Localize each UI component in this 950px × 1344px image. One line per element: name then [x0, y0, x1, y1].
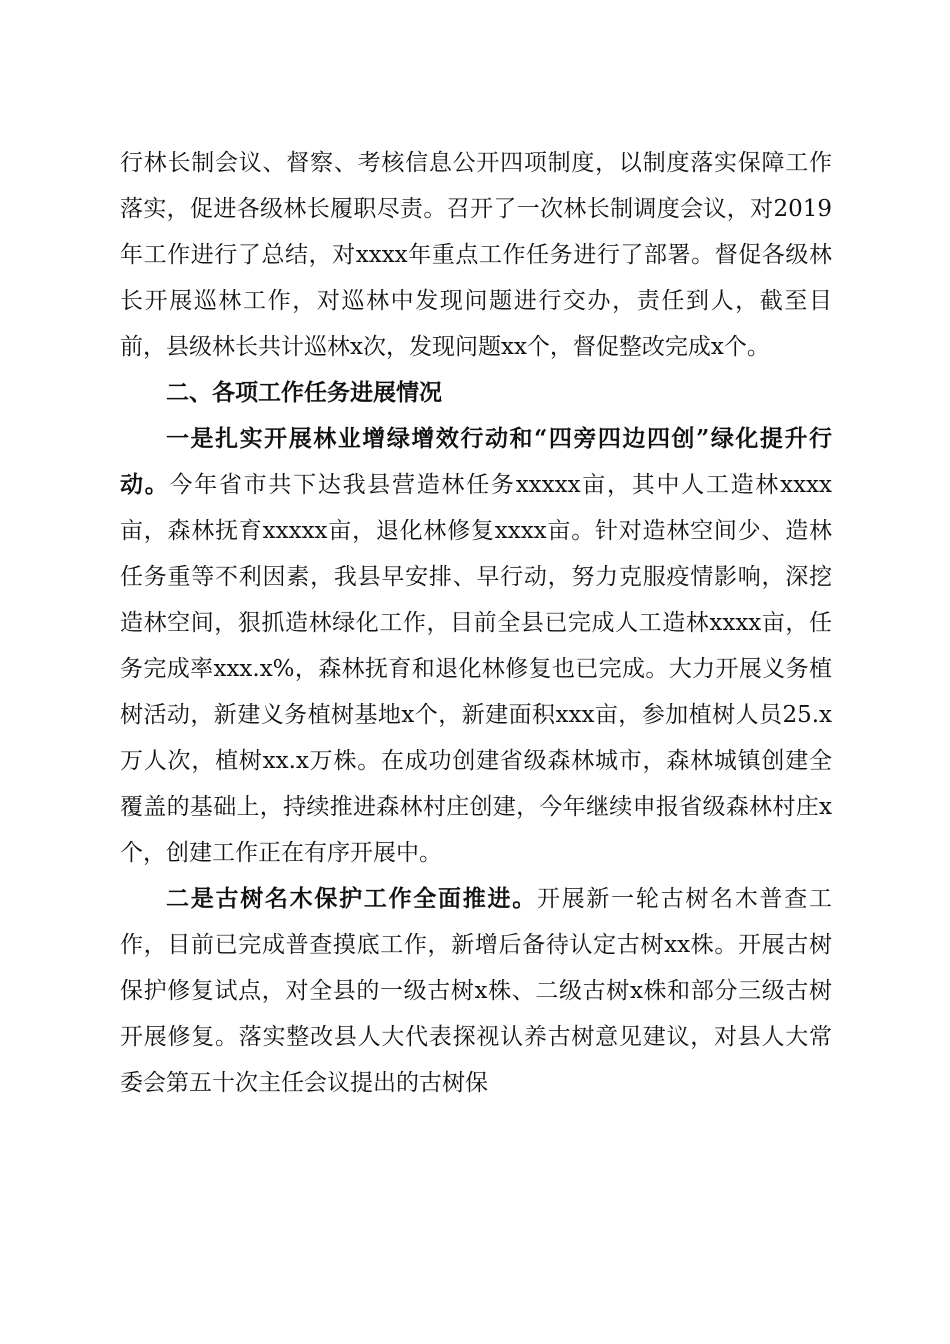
paragraph-text: 开展新一轮古树名木普查工作，目前已完成普查摸底工作，新增后备待认定古树xx株。开展古树保护修复试点，对全县的一级古树x株、二级古树x株和部分三级古树开展修复。落实整改县人大代表探视认养古树意见建议，对县人大常委会第五十次主任会议提出的古树保 [120, 886, 833, 1096]
document-body [120, 140, 832, 1106]
section-heading: 二、各项工作任务进展情况 [166, 380, 442, 406]
paragraph-lead: 二是古树名木保护工作全面推进。 [166, 885, 537, 912]
paragraph-text: 今年省市共下达我县营造林任务xxxxx亩，其中人工造林xxxx亩，森林抚育xxxxx亩，退化林修复xxxx亩。针对造林空间少、造林任务重等不利因素，我县早安排、早行动，努力克服疫情影响，深挖造林空间，狠抓造林绿化工作，目前全县已完成人工造林xxxx亩，任务完成率xxx.x%，森林抚育和退化林修复也已完成。大力开展义务植树活动，新建义务植树基地x个，新建面积xxx亩，参加植树人员25.x万人次，植树xx.x万株。在成功创建省级森林城市，森林城镇创建全覆盖的基础上，持续推进森林村庄创建，今年继续申报省级森林村庄x个，创建工作正在有序开展中。 [120, 472, 832, 866]
paragraph-ancient-trees [120, 876, 832, 1106]
paragraph-text: 行林长制会议、督察、考核信息公开四项制度，以制度落实保障工作落实，促进各级林长履职尽责。召开了一次林长制调度会议，对2019年工作进行了总结，对xxxx年重点工作任务进行了部署。督促各级林长开展巡林工作，对巡林中发现问题进行交办，责任到人，截至目前，县级林长共计巡林x次，发现问题xx个，督促整改完成x个。 [120, 150, 832, 360]
paragraph-continued [120, 140, 832, 370]
paragraph-lead: 一是扎实开展林业增绿增效行动和“四旁四边四创”绿化提升行动。 [120, 425, 832, 498]
paragraph-greening-actions [120, 416, 832, 876]
